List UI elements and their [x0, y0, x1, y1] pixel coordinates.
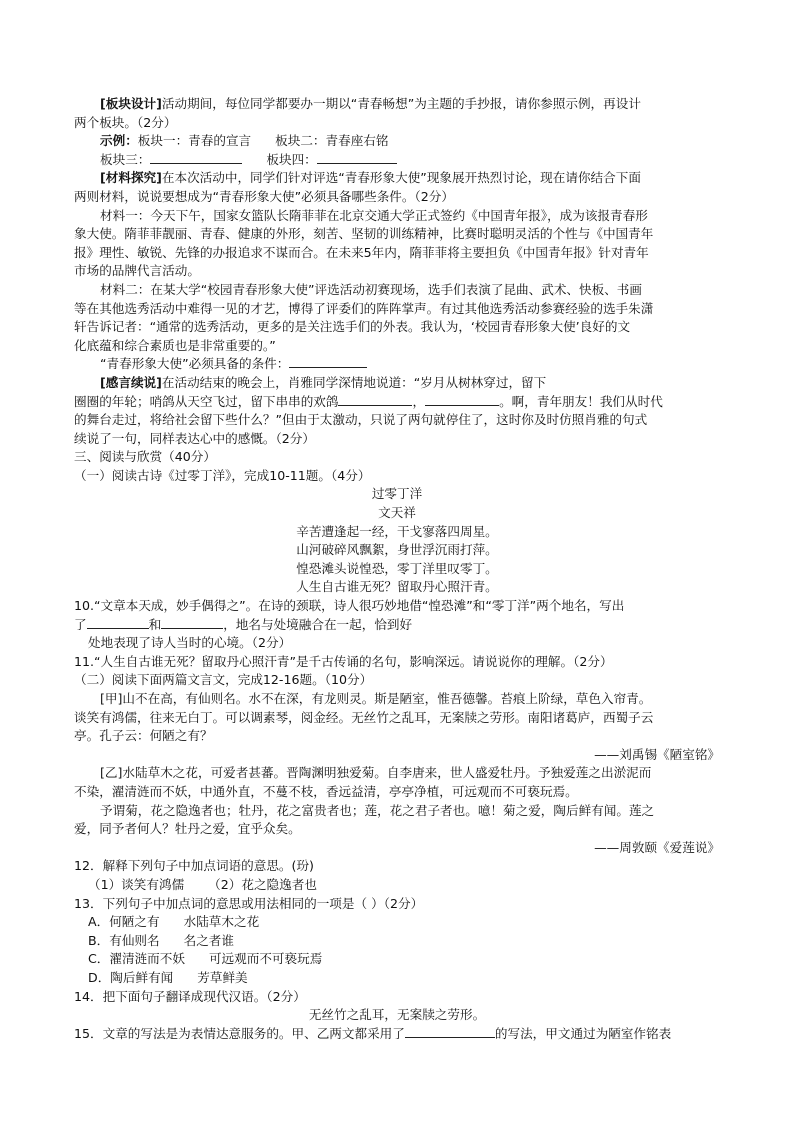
material-line1: [材料探究]在本次活动中，同学们针对评选“青春形象大使”现象展开热烈讨论，现在请你结合下面 [100, 170, 641, 186]
material2-l3: 轩告诉记者：“通常的选秀活动，更多的是关注选手们的外表。我认为，‘校园青春形象大使’良好的文 [74, 319, 631, 335]
q13-option-b: B．有仙则名 名之者谁 [88, 932, 234, 948]
design-slots: 板块三： 板块四： [74, 151, 720, 170]
q14-sentence: 无丝竹之乱耳，无案牍之劳形。 [308, 1007, 486, 1023]
sub-heading-2: （二）阅读下面两篇文言文，完成12-16题。（10分） [74, 672, 373, 688]
slot4-blank[interactable] [317, 151, 397, 164]
yi-l2: 不染，濯清涟而不妖，中通外直，不蔓不枝，香远益清，亭亭净植，可远观而不可亵玩焉。 [74, 783, 578, 799]
material1-l2: 象大使。隋菲菲靓丽、青春、健康的外形，刻苦、坚韧的训练精神，比赛时聪明灵活的个性与《中国青年 [74, 226, 654, 242]
poem-title: 过零丁洋 [371, 486, 423, 502]
jia-l3: 亭。孔子云：何陋之有？ [74, 728, 213, 744]
q13-option-a: A．何陋之有 水陆草木之花 [88, 914, 260, 930]
q11: 11.“人生自古谁无死？留取丹心照汗青”是千古传诵的名句，影响深远。请说说你的理解。（2分） [74, 653, 613, 669]
q10-line1: 10.“文章本天成，妙手偶得之”。在诗的颈联，诗人很巧妙地借“惶恐滩”和“零丁洋”两个地名，写出 [74, 598, 625, 614]
q14: 14．把下面句子翻译成现代汉语。（2分） [74, 988, 306, 1004]
conditions-blank[interactable] [289, 355, 367, 368]
material-answer: “青春形象大使”必须具备的条件： [74, 355, 720, 374]
jia-source: ——刘禹锡《陋室铭》 [594, 746, 720, 762]
q12: 12．解释下列句子中加点词语的意思。(玢) [74, 858, 314, 874]
poem-author: 文天祥 [378, 505, 416, 521]
poem-line: 辛苦遭逢起一经，干戈寥落四周星。 [296, 523, 498, 539]
q13: 13．下列句子中加点词的意思或用法相同的一项是（ ）（2分） [74, 895, 424, 911]
q10-line3: 处地表现了诗人当时的心境。（2分） [88, 635, 292, 651]
material2-l2: 等在其他选秀活动中难得一见的才艺，博得了评委们的阵阵掌声。有过其他选秀活动参赛经验的选手朱潇 [74, 300, 654, 316]
design-line1: [板块设计]活动期间，每位同学都要办一期以“青春畅想”为主题的手抄报，请你参照示例，再设计 [100, 96, 641, 111]
q10-blank-2[interactable] [161, 616, 223, 629]
design-example: 示例：板块一：青春的宣言 板块二：青春座右铭 [100, 133, 389, 149]
slot3-blank[interactable] [150, 151, 242, 164]
material-tag: [材料探究] [100, 170, 162, 186]
design-line2: 两个板块。（2分） [74, 114, 177, 130]
yi-source: ——周敦颐《爱莲说》 [594, 839, 720, 855]
material2-l1: 材料二：在某大学“校园青春形象大使”评选活动初赛现场，选手们表演了昆曲、武术、快板、书画 [100, 281, 642, 297]
material1-l4: 市场的品牌代言活动。 [74, 263, 200, 279]
material-line2: 两则材料，说说要想成为“青春形象大使”必须具备哪些条件。（2分） [74, 188, 454, 204]
poem-line: 惶恐滩头说惶恐，零丁洋里叹零丁。 [296, 560, 498, 576]
continue-line3: 的舞台走过，将给社会留下些什么？”但由于太激动，只说了两句就停住了，这时你及时仿照肖雅的句式 [74, 412, 648, 428]
continue-line1: [感言续说]在活动结束的晚会上，肖雅同学深情地说道：“岁月从树林穿过，留下 [100, 374, 547, 390]
continue-blank-1[interactable] [338, 393, 412, 406]
q10-blank-1[interactable] [87, 616, 149, 629]
continue-blank-2[interactable] [425, 393, 499, 406]
yi-l1: [乙]水陆草木之花，可爱者甚蕃。晋陶渊明独爱菊。自李唐来，世人盛爱牡丹。予独爱莲之出淤泥而 [100, 765, 652, 781]
sub-heading-1: （一）阅读古诗《过零丁洋》，完成10-11题。（4分） [74, 467, 371, 483]
q15: 15．文章的写法是为表情达意服务的。甲、乙两文都采用了 的写法，甲文通过为陋室作铭表 [74, 1025, 672, 1041]
material1-l3: 报》理性、敏锐、先锋的办报追求不谋而合。在未来5年内，隋菲菲将主要担负《中国青年报》针对青年 [74, 244, 649, 260]
continue-line2: 圈圈的年轮；哨鸽从天空飞过，留下串串的欢鸽 ， 。啊，青年朋友！我们从时代 [74, 393, 663, 409]
material2-l4: 化底蕴和综合素质也是非常重要的。” [74, 337, 276, 353]
q13-option-d: D．陶后鲜有闻 芳草鲜美 [88, 969, 248, 985]
jia-l2: 谈笑有鸿儒，往来无白丁。可以调素琴，阅金经。无丝竹之乱耳，无案牍之劳形。南阳诸葛庐，西蜀子云 [74, 709, 654, 725]
design-tag: [板块设计] [100, 96, 162, 111]
material1-l1: 材料一：今天下午，国家女篮队长隋菲菲在北京交通大学正式签约《中国青年报》，成为该报青春形 [100, 207, 648, 223]
q10-line2: 了 和 ，地名与处境融合在一起，恰到好 [74, 616, 413, 632]
yi-l4: 爱，同予者何人？牡丹之爱，宜乎众矣。 [74, 821, 301, 837]
q15-blank[interactable] [405, 1025, 495, 1038]
continue-line4: 续说了一句，同样表达心中的感慨。（2分） [74, 430, 315, 446]
poem-line: 山河破碎风飘絮，身世浮沉雨打萍。 [296, 542, 498, 558]
exam-page [74, 95, 720, 1043]
continue-tag: [感言续说] [100, 374, 162, 390]
section-three-heading: 三、阅读与欣赏（40分） [74, 449, 216, 465]
q13-option-c: C．濯清涟而不妖 可远观而不可亵玩焉 [88, 951, 323, 967]
q12-items: （1）谈笑有鸿儒 （2）花之隐逸者也 [88, 876, 317, 892]
jia-l1: [甲]山不在高，有仙则名。水不在深，有龙则灵。斯是陋室，惟吾德馨。苔痕上阶绿，草色入帘青。 [100, 691, 652, 706]
yi-l3: 予谓菊，花之隐逸者也；牡丹，花之富贵者也；莲，花之君子者也。噫！菊之爱，陶后鲜有闻。莲之 [100, 802, 655, 818]
poem-line: 人生自古谁无死？留取丹心照汗青。 [296, 579, 498, 595]
